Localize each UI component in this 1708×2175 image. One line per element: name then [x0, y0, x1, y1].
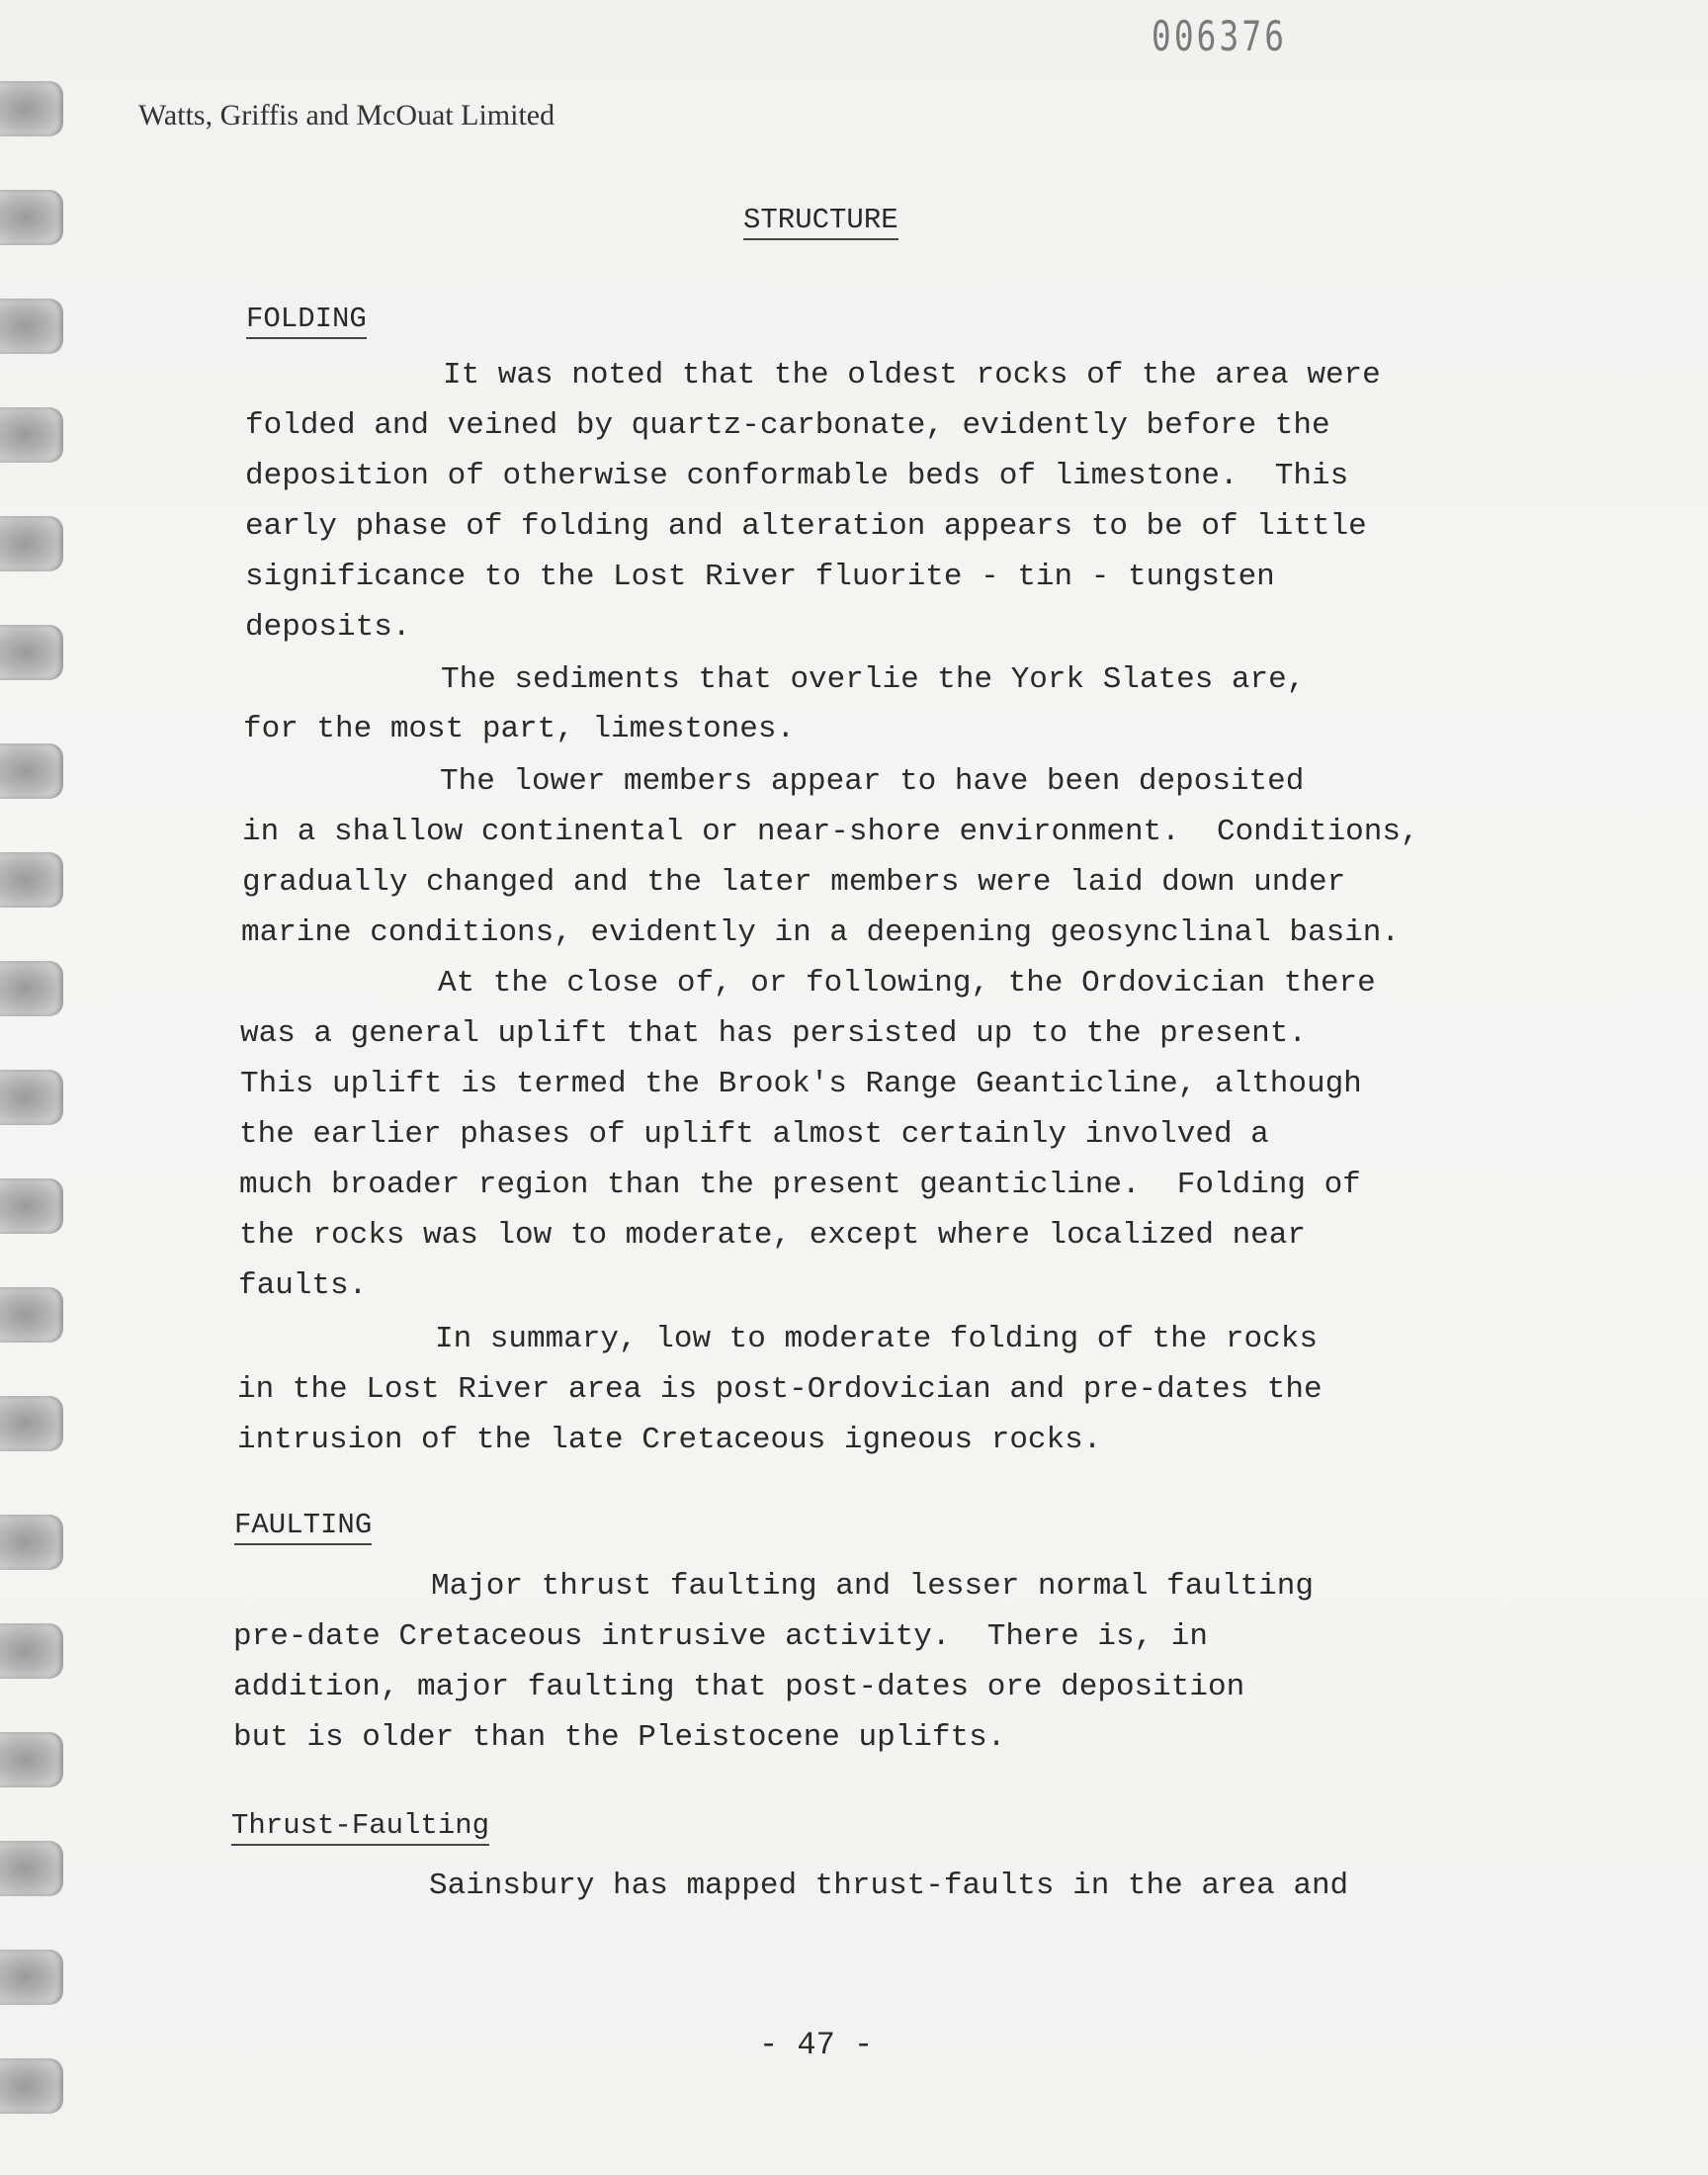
paragraph-line: pre-date Cretaceous intrusive activity. There is, in: [233, 1619, 1208, 1654]
binding-hole: [0, 407, 63, 463]
paragraph-line: in the Lost River area is post-Ordovician and pre-dates the: [237, 1372, 1323, 1407]
page-number: - 47 -: [759, 2027, 874, 2063]
document-number: 006376: [1152, 12, 1288, 60]
page-title: STRUCTURE: [743, 204, 898, 240]
paragraph-line: The sediments that overlie the York Slates are,: [441, 662, 1306, 697]
paragraph-line: for the most part, limestones.: [243, 712, 796, 746]
paragraph-line: marine conditions, evidently in a deepening geosynclinal basin.: [241, 915, 1400, 950]
binding-hole: [0, 625, 63, 680]
section-heading-folding: FOLDING: [246, 303, 367, 339]
paragraph-line: Major thrust faulting and lesser normal faulting: [431, 1569, 1314, 1604]
binding-hole: [0, 1732, 63, 1787]
paragraph-line: This uplift is termed the Brook's Range Geanticline, although: [240, 1067, 1362, 1101]
paragraph-line: At the close of, or following, the Ordovician there: [438, 966, 1376, 1000]
binding-hole: [0, 516, 63, 571]
binding-hole: [0, 1950, 63, 2005]
paragraph-line: addition, major faulting that post-dates ore deposition: [233, 1670, 1245, 1704]
paragraph-line: the rocks was low to moderate, except where localized near: [239, 1218, 1306, 1253]
binding-hole: [0, 2058, 63, 2114]
paragraph-line: folded and veined by quartz-carbonate, evidently before the: [245, 408, 1330, 443]
binding-hole: [0, 1287, 63, 1343]
paragraph-line: significance to the Lost River fluorite - tin - tungsten: [245, 560, 1275, 594]
binding-hole: [0, 1396, 63, 1451]
paragraph-line: The lower members appear to have been deposited: [440, 764, 1305, 799]
paragraph-line: in a shallow continental or near-shore environment. Conditions,: [242, 815, 1419, 849]
paragraph-line: faults.: [238, 1268, 368, 1303]
paragraph-line: was a general uplift that has persisted up to the present.: [240, 1016, 1307, 1051]
binding-hole: [0, 743, 63, 799]
paragraph-line: It was noted that the oldest rocks of the area were: [443, 358, 1381, 392]
paragraph-line: deposition of otherwise conformable beds of limestone. This: [245, 459, 1349, 493]
binding-hole: [0, 961, 63, 1016]
binding-hole: [0, 1515, 63, 1570]
binding-hole: [0, 190, 63, 245]
paragraph-line: the earlier phases of uplift almost certainly involved a: [239, 1117, 1269, 1152]
paragraph-line: deposits.: [245, 610, 411, 645]
section-heading-faulting: FAULTING: [234, 1509, 372, 1545]
binding-hole: [0, 1623, 63, 1679]
section-heading-thrust-faulting: Thrust-Faulting: [231, 1809, 489, 1846]
paragraph-line: intrusion of the late Cretaceous igneous rocks.: [237, 1423, 1102, 1457]
paragraph-line: gradually changed and the later members were laid down under: [242, 865, 1346, 900]
binding-hole: [0, 852, 63, 908]
binding-hole: [0, 299, 63, 354]
binding-hole: [0, 1841, 63, 1896]
spiral-binding: [0, 0, 79, 2175]
paragraph-line: Sainsbury has mapped thrust-faults in the area and: [429, 1869, 1349, 1903]
paragraph-line: In summary, low to moderate folding of the rocks: [435, 1322, 1318, 1356]
paragraph-line: much broader region than the present geanticline. Folding of: [239, 1168, 1361, 1202]
binding-hole: [0, 81, 63, 136]
binding-hole: [0, 1070, 63, 1125]
paragraph-line: early phase of folding and alteration appears to be of little: [245, 509, 1367, 544]
paragraph-line: but is older than the Pleistocene uplifts.: [233, 1720, 1006, 1755]
letterhead: Watts, Griffis and McOuat Limited: [138, 99, 555, 131]
binding-hole: [0, 1178, 63, 1234]
